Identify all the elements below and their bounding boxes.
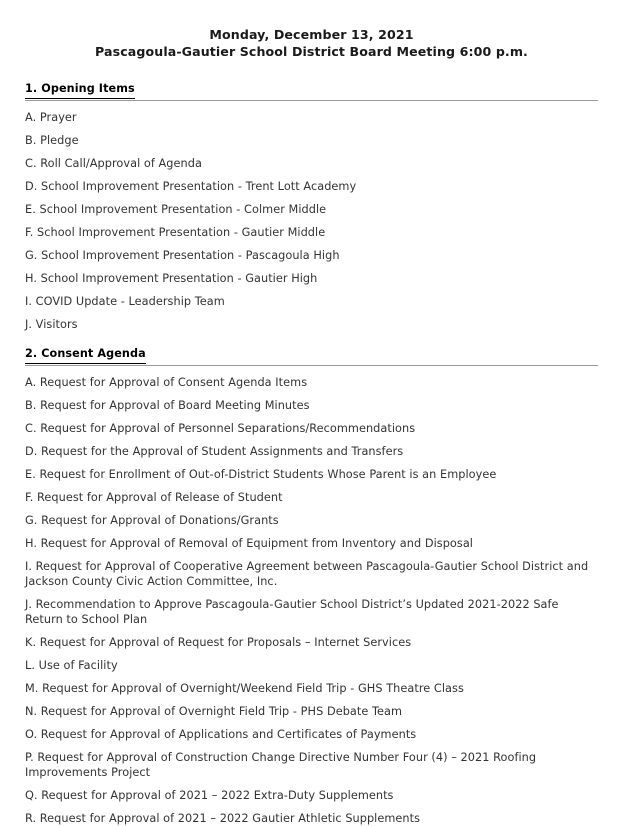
agenda-item: H. Request for Approval of Removal of Equipment from Inventory and Disposal <box>25 537 473 550</box>
agenda-body <box>0 82 623 826</box>
agenda-item: P. Request for Approval of Construction Change Directive Number Four (4) – 2021 Roofing Improvements Project <box>25 751 537 779</box>
agenda-item: D. Request for the Approval of Student Assignments and Transfers <box>25 445 404 458</box>
agenda-item: D. School Improvement Presentation - Trent Lott Academy <box>25 180 357 193</box>
agenda-item: E. School Improvement Presentation - Colmer Middle <box>25 203 327 216</box>
agenda-item: J. Recommendation to Approve Pascagoula-Gautier School District’s Updated 2021-2022 Safe Return to School Plan <box>25 598 559 626</box>
meeting-date-line: Monday, December 13, 2021 <box>209 27 414 42</box>
agenda-item: L. Use of Facility <box>25 659 118 672</box>
agenda-item: F. Request for Approval of Release of Student <box>25 491 283 504</box>
agenda-item: C. Roll Call/Approval of Agenda <box>25 157 202 170</box>
agenda-item: G. School Improvement Presentation - Pascagoula High <box>25 249 340 262</box>
agenda-item: H. School Improvement Presentation - Gautier High <box>25 272 318 285</box>
section-heading-label: 1. Opening Items <box>25 82 135 99</box>
agenda-item: N. Request for Approval of Overnight Field Trip - PHS Debate Team <box>25 705 403 718</box>
agenda-item: F. School Improvement Presentation - Gautier Middle <box>25 226 326 239</box>
agenda-section-consent-agenda <box>25 347 598 826</box>
agenda-item: B. Request for Approval of Board Meeting Minutes <box>25 399 310 412</box>
agenda-item: K. Request for Approval of Request for Proposals – Internet Services <box>25 636 412 649</box>
agenda-item: O. Request for Approval of Applications and Certificates of Payments <box>25 728 417 741</box>
meeting-title-line: Pascagoula-Gautier School District Board Meeting 6:00 p.m. <box>95 44 528 59</box>
agenda-item: R. Request for Approval of 2021 – 2022 Gautier Athletic Supplements <box>25 812 421 825</box>
document-header <box>0 0 623 60</box>
agenda-item: J. Visitors <box>25 318 78 331</box>
agenda-item: A. Prayer <box>25 111 77 124</box>
agenda-item: C. Request for Approval of Personnel Separations/Recommendations <box>25 422 416 435</box>
agenda-item-list-consent-agenda <box>25 375 598 826</box>
agenda-item: A. Request for Approval of Consent Agenda Items <box>25 376 308 389</box>
section-heading-opening-items <box>25 82 598 101</box>
agenda-section-opening-items <box>25 82 598 332</box>
agenda-item-list-opening-items <box>25 110 598 332</box>
agenda-item: B. Pledge <box>25 134 79 147</box>
agenda-item: E. Request for Enrollment of Out-of-District Students Whose Parent is an Employee <box>25 468 497 481</box>
section-heading-label: 2. Consent Agenda <box>25 347 146 364</box>
agenda-item: G. Request for Approval of Donations/Grants <box>25 514 279 527</box>
agenda-item: I. Request for Approval of Cooperative Agreement between Pascagoula-Gautier School District and Jackson County Civic Action Committee, Inc. <box>25 560 589 588</box>
agenda-item: M. Request for Approval of Overnight/Weekend Field Trip - GHS Theatre Class <box>25 682 464 695</box>
agenda-item: I. COVID Update - Leadership Team <box>25 295 225 308</box>
agenda-item: Q. Request for Approval of 2021 – 2022 Extra-Duty Supplements <box>25 789 394 802</box>
section-heading-consent-agenda <box>25 347 598 366</box>
